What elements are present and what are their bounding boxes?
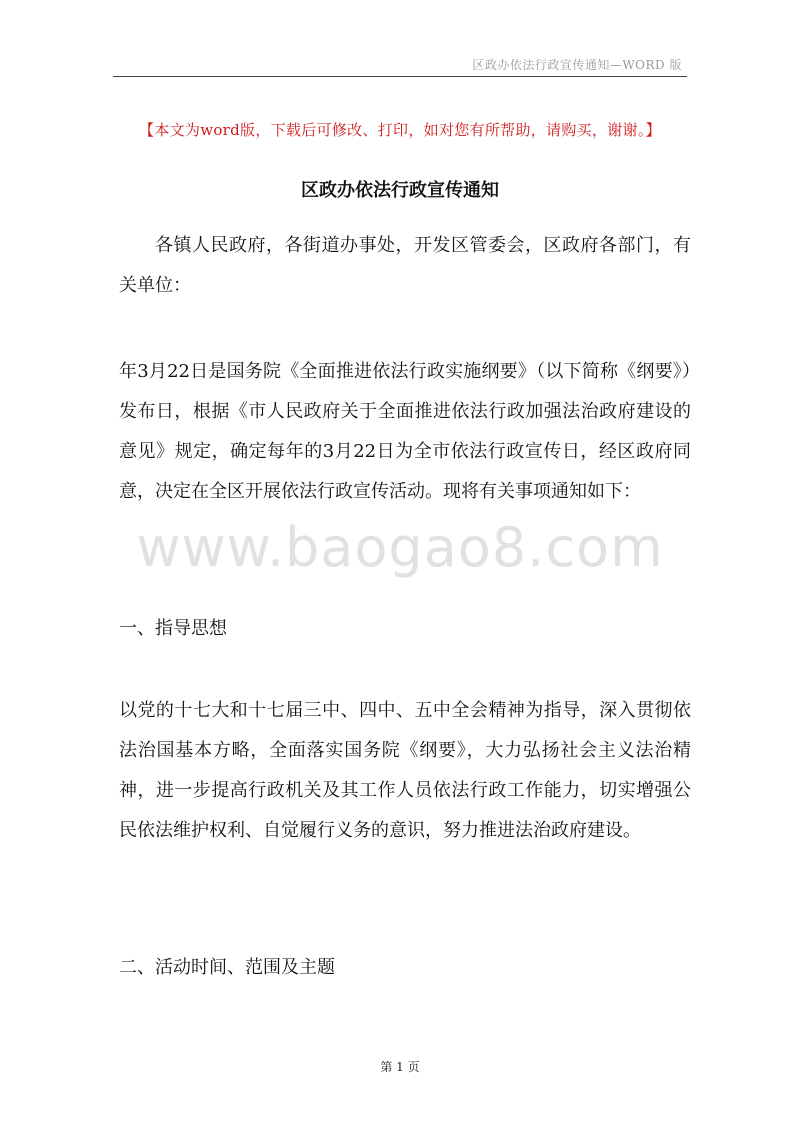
header-divider [113, 76, 687, 77]
page-number: 第 1 页 [380, 1060, 420, 1074]
running-header: 区政办依法行政宣传通知—WORD 版 [472, 58, 682, 72]
intro-paragraph: 年3月22日是国务院《全面推进依法行政实施纲要》（以下简称《纲要》）发布日，根据《市人民政府关于全面推进依法行政加强法治政府建设的意见》规定，确定每年的3月22日为全市依法行政宣传日，经区政府同意，决定在全区开展依法行政宣传活动。现将有关事项通知如下： [119, 361, 691, 502]
section-body-guiding-ideology: 以党的十七大和十七届三中、四中、五中全会精神为指导，深入贯彻依法治国基本方略，全面落实国务院《纲要》，大力弘扬社会主义法治精神，进一步提高行政机关及其工作人员依法行政工作能力，切实增强公民依法维护权利、自觉履行义务的意识，努力推进法治政府建设。 [119, 700, 691, 841]
salutation-paragraph: 各镇人民政府，各街道办事处，开发区管委会，区政府各部门，有关单位： [119, 235, 691, 296]
document-title: 区政办依法行政宣传通知 [301, 180, 499, 201]
section-heading-activity-time: 二、活动时间、范围及主题 [119, 957, 335, 978]
watermark-text: www.baogao8.com [136, 516, 664, 579]
section-heading-guiding-ideology: 一、指导思想 [119, 618, 227, 639]
download-notice: 【本文为word版，下载后可修改、打印，如对您有所帮助，请购买，谢谢。】 [139, 121, 661, 139]
